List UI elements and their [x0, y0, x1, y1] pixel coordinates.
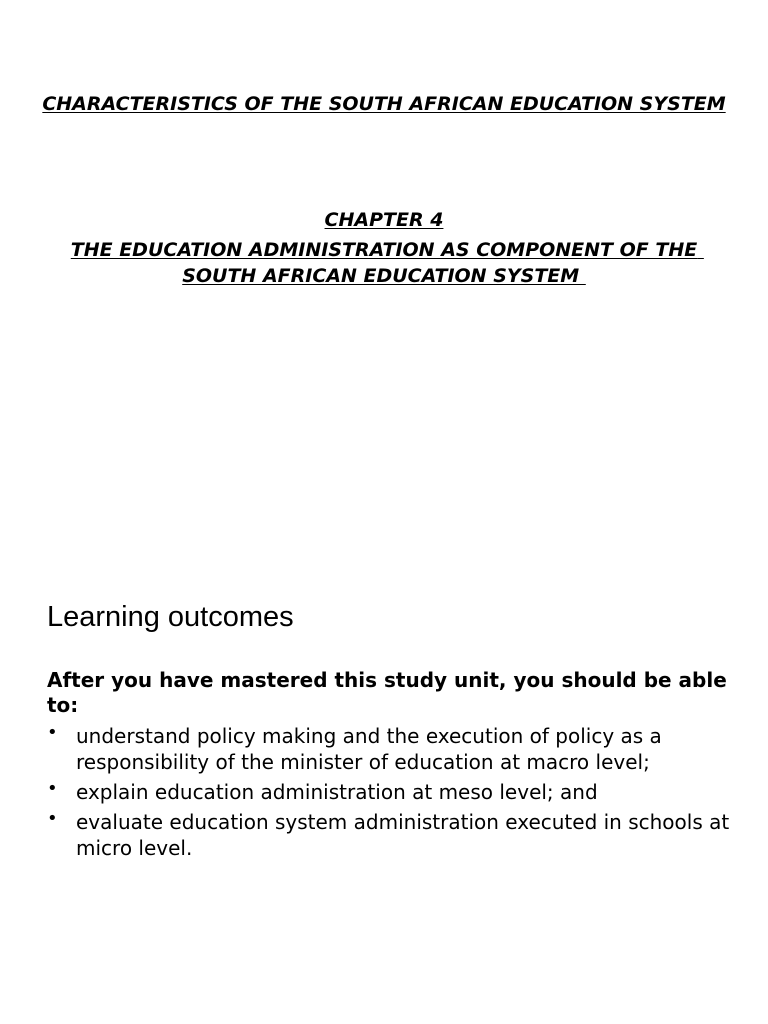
chapter-number: CHAPTER 4: [324, 209, 444, 231]
list-item-text: explain education administration at meso level; and: [76, 780, 598, 804]
list-item-text: understand policy making and the execution of policy as a responsibility of the minister of education at macro level;: [76, 724, 662, 774]
learning-outcomes-list: [47, 723, 737, 865]
list-item-text: evaluate education system administration executed in schools at micro level.: [76, 810, 730, 860]
list-item: [47, 779, 737, 805]
main-title: CHARACTERISTICS OF THE SOUTH AFRICAN EDUCATION SYSTEM: [42, 93, 726, 115]
chapter-title: THE EDUCATION ADMINISTRATION AS COMPONENT OF THE SOUTH AFRICAN EDUCATION SYSTEM: [70, 239, 704, 287]
list-item: [47, 809, 737, 861]
bullet-icon: •: [47, 722, 58, 743]
learning-outcomes-heading: Learning outcomes: [47, 601, 294, 633]
bullet-icon: •: [47, 778, 58, 799]
learning-outcomes-intro: After you have mastered this study unit, you should be able to:: [47, 668, 727, 717]
bullet-icon: •: [47, 808, 58, 829]
list-item: [47, 723, 737, 775]
